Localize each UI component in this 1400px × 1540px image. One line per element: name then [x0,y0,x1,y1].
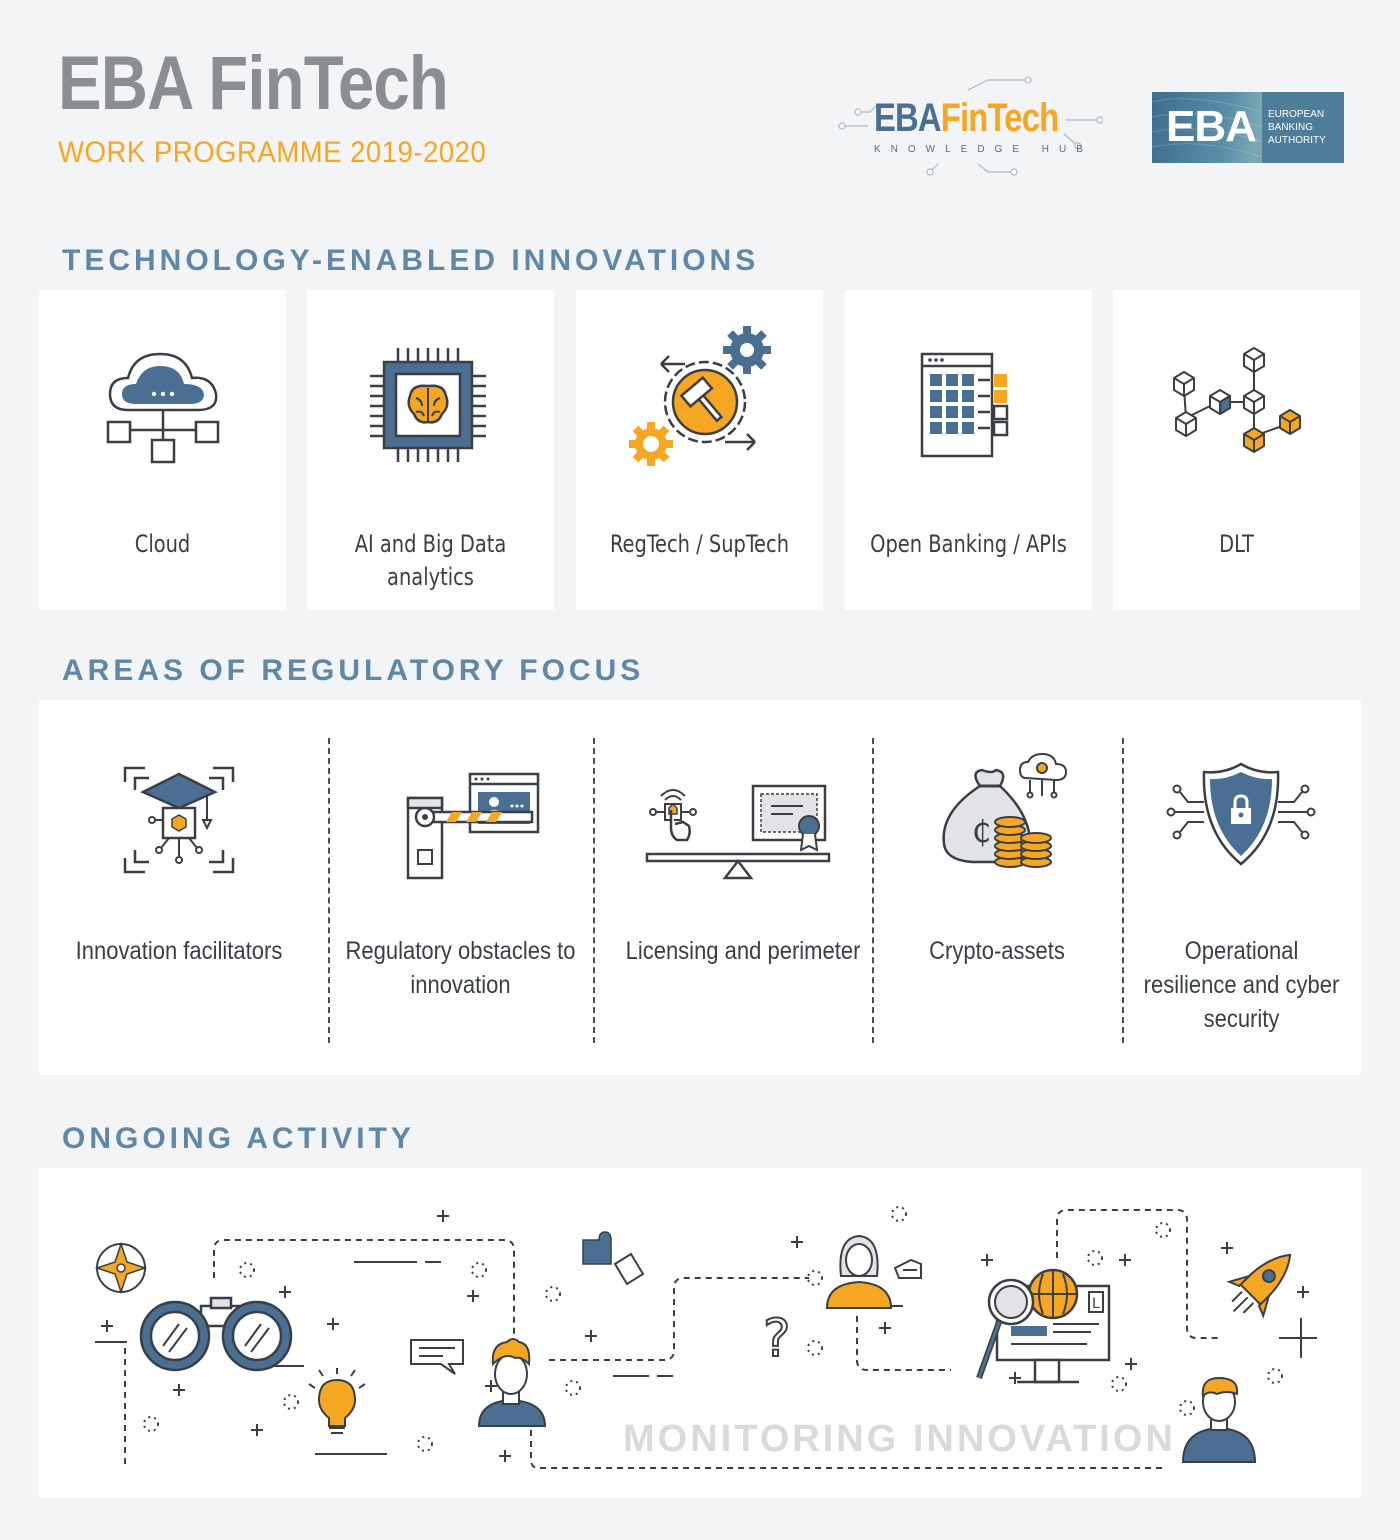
focus-item-crypto [872,700,1122,1075]
tech-card-regtech [576,290,823,610]
tech-card-label: AI and Big Data analytics [354,530,507,591]
eba-logo [1152,92,1344,163]
binoculars-icon [141,1298,291,1370]
tech-card-open-banking [845,290,1092,610]
tech-card-dlt [1113,290,1360,610]
tech-card-cloud [39,290,286,610]
brain-chip-icon [356,340,506,470]
eba-logo-mark: EBA [1166,102,1256,151]
page-subtitle: WORK PROGRAMME 2019-2020 [58,136,487,169]
speech-bubble-icon [411,1340,463,1374]
monitoring-innovation-banner: MONITORING INNOVATION [623,1418,1176,1460]
scale-certificate-icon [643,760,843,880]
computer-monitor-icon [979,1270,1109,1382]
tech-card-label: DLT [1219,530,1254,558]
data-grid-icon [894,340,1044,470]
person-icon [1183,1378,1255,1462]
focus-item-licensing [593,700,893,1075]
focus-item-innovation-facilitators [39,700,319,1075]
focus-item-label: Licensing and perimeter [625,937,861,965]
gavel-gears-icon [625,324,775,474]
cloud-network-icon [88,340,238,470]
focus-item-label: Crypto-assets [929,937,1065,965]
logo-eba-text: EBA [874,96,941,140]
ongoing-panel [39,1168,1361,1498]
question-mark-icon: ? [763,1309,791,1369]
compass-icon [97,1244,145,1292]
woman-person-icon [827,1236,921,1308]
money-bag-coins-icon [932,752,1072,882]
graduation-chip-icon [119,760,239,880]
rocket-icon [1217,1238,1308,1329]
puzzle-icon [583,1232,643,1284]
lightbulb-icon [309,1368,365,1433]
barrier-gate-icon [404,760,544,880]
focus-section-title: AREAS OF REGULATORY FOCUS [62,654,645,687]
blockchain-icon [1162,340,1312,470]
tech-card-label: RegTech / SupTech [609,530,790,558]
eba-logo-line1: EUROPEAN [1268,109,1325,120]
svg-text:L: L [1092,1296,1100,1312]
shield-lock-icon [1166,762,1316,882]
ongoing-section-title: ONGOING ACTIVITY [62,1122,415,1155]
focus-panel [39,700,1361,1075]
focus-item-label: Operational resilience and cyber security [1143,937,1340,1033]
focus-item-regulatory-obstacles [328,700,593,1075]
focus-item-cyber [1122,700,1361,1075]
tech-card-ai [307,290,554,610]
logo-tagline: KNOWLEDGE HUB [874,144,1093,155]
eba-logo-line3: AUTHORITY [1268,135,1326,146]
tech-card-label: Open Banking / APIs [870,530,1067,558]
focus-item-label: Regulatory obstacles to innovation [345,937,576,999]
logo-fintech-text: FinTech [940,96,1059,140]
page-title: EBA FinTech [58,41,448,126]
fintech-knowledge-hub-logo [838,76,1103,176]
cedi-sign-icon: ₵ [972,815,992,850]
focus-item-label: Innovation facilitators [75,937,283,965]
person-icon [479,1339,545,1426]
technology-section-title: TECHNOLOGY-ENABLED INNOVATIONS [62,244,760,277]
tech-card-label: Cloud [134,530,191,558]
eba-logo-line2: BANKING [1268,122,1314,133]
